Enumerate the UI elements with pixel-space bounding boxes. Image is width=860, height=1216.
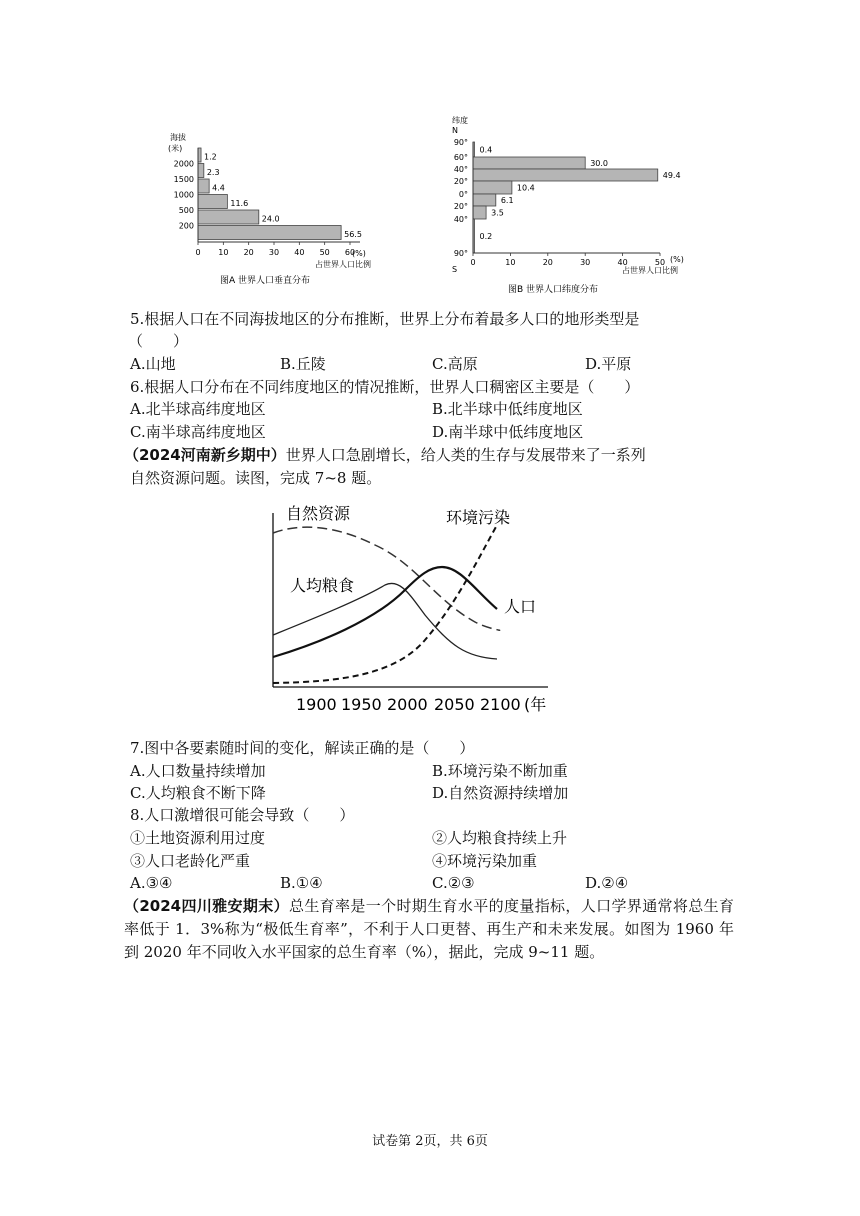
q7-stem: 7.图中各要素随时间的变化，解读正确的是（ ）: [130, 739, 475, 757]
figa-bar: [198, 195, 227, 209]
figb-north: N: [452, 126, 458, 135]
label-natural-resources: 自然资源: [286, 504, 351, 523]
resource-population-chart: [260, 495, 580, 720]
q8-stem: 8.人口激增很可能会导致（ ）: [130, 806, 355, 824]
figa-bar-label: 11.6: [230, 199, 249, 208]
intro-7-8-text1: 世界人口急剧增长，给人类的生存与发展带来了一系列: [285, 446, 646, 464]
figa-bar: [198, 226, 341, 240]
figb-xaxis-label: 占世界人口比例: [622, 266, 678, 275]
figb-bar-label: 10.4: [516, 183, 535, 193]
figb-bar-label: 49.4: [662, 171, 681, 180]
q5-option-d[interactable]: D.平原: [585, 355, 632, 373]
figa-xtick: 0: [195, 248, 201, 257]
figa-bar-label: 1.2: [204, 152, 217, 162]
figa-ytick: 200: [178, 221, 194, 231]
q8-option-d[interactable]: D.②④: [585, 874, 629, 892]
figa-caption: 图A 世界人口垂直分布: [220, 276, 311, 286]
figa-bar: [198, 210, 259, 224]
figb-xtick: 40: [617, 258, 628, 267]
q6-stem: 6.根据人口分布在不同纬度地区的情况推断，世界人口稠密区主要是（ ）: [130, 378, 640, 396]
figb-ytick: 20°: [453, 202, 468, 211]
figb-ylabel: 纬度: [452, 116, 468, 125]
figa-bar-label: 56.5: [344, 230, 362, 239]
q5-stem: 5.根据人口在不同海拔地区的分布推断，世界上分布着最多人口的地形类型是: [130, 310, 640, 328]
q8-option-b[interactable]: B.①④: [280, 874, 323, 892]
figb-ytick: 40°: [453, 165, 468, 174]
figb-bar-label: 0.4: [479, 145, 493, 155]
figb-bar: [473, 194, 496, 206]
q8-item-1: ①土地资源利用过度: [130, 829, 266, 847]
figb-xtick: 50: [654, 258, 666, 267]
figb-ytick: 20°: [453, 177, 468, 186]
q6-option-a[interactable]: A.北半球高纬度地区: [130, 400, 266, 418]
intro-7-8-source: （2024河南新乡期中）: [124, 446, 286, 464]
q7-option-b[interactable]: B.环境污染不断加重: [432, 762, 568, 780]
q8-item-2: ②人均粮食持续上升: [432, 829, 568, 847]
figa-ytick: 500: [178, 206, 194, 215]
intro-7-8-line2: 自然资源问题。读图，完成 7~8 题。: [130, 469, 382, 487]
figa-xtick: 60: [344, 248, 356, 257]
xtick-1900: 1900: [296, 695, 337, 714]
q6-option-d[interactable]: D.南半球中低纬度地区: [432, 423, 584, 441]
q8-item-3: ③人口老龄化严重: [130, 852, 251, 870]
figa-xtick: 50: [319, 248, 330, 257]
q6-option-b[interactable]: B.北半球中低纬度地区: [432, 400, 583, 418]
figa-bar-label: 4.4: [212, 183, 225, 193]
figa-bar-label: 24.0: [261, 214, 280, 224]
page-footer: 试卷第 2页，共 6页: [372, 1134, 488, 1149]
figb-ytick: 40°: [453, 215, 468, 224]
figb-bar-label: 0.2: [479, 232, 493, 241]
figb-xtick: 20: [542, 258, 553, 267]
q7-option-d[interactable]: D.自然资源持续增加: [432, 784, 569, 802]
label-food-per-capita: 人均粮食: [290, 576, 355, 595]
q5-option-b[interactable]: B.丘陵: [280, 355, 326, 373]
xunit-year: (年: [524, 695, 547, 714]
figa-bar-label: 2.3: [206, 168, 220, 177]
figure-a-chart: [160, 125, 390, 290]
figa-bar: [198, 179, 209, 193]
q8-option-a[interactable]: A.③④: [130, 874, 173, 892]
figa-ytick: 1500: [173, 175, 194, 184]
q5-paren: （ ）: [128, 332, 189, 350]
figb-caption: 图B 世界人口纬度分布: [508, 285, 599, 295]
figa-yunit: (米): [168, 144, 183, 153]
xtick-2000: 2000: [387, 695, 428, 714]
intro-9-11-source: （2024四川雅安期末）: [124, 897, 289, 915]
q5-option-a[interactable]: A.山地: [130, 355, 176, 373]
figb-xtick: 30: [580, 258, 591, 267]
label-population: 人口: [504, 597, 537, 616]
figure-b-chart: [448, 112, 698, 302]
figb-bar: [473, 181, 512, 194]
figa-ylabel: 海拔: [170, 133, 186, 142]
q8-item-4: ④环境污染加重: [432, 852, 538, 870]
figb-xtick: 0: [470, 258, 476, 267]
figb-bar-label: 6.1: [500, 196, 514, 205]
figb-bar: [473, 157, 585, 169]
q5-option-c[interactable]: C.高原: [432, 355, 478, 373]
xtick-2100: 2100: [480, 695, 521, 714]
q7-option-c[interactable]: C.人均粮食不断下降: [130, 784, 266, 802]
figb-ytick: 60°: [453, 153, 468, 162]
intro-9-11: [124, 895, 734, 964]
figa-xtick: 40: [294, 248, 305, 257]
xtick-2050: 2050: [434, 695, 475, 714]
figa-xunit: (%): [352, 249, 366, 258]
figb-bar-label: 3.5: [491, 208, 504, 218]
label-pollution: 环境污染: [446, 508, 511, 527]
q8-option-c[interactable]: C.②③: [432, 874, 475, 892]
q7-option-a[interactable]: A.人口数量持续增加: [130, 762, 266, 780]
figb-xunit: (%): [670, 255, 684, 264]
figa-xtick: 30: [268, 248, 280, 257]
figa-xtick: 20: [243, 248, 254, 257]
intro-9-11-text: 总生育率是一个时期生育水平的度量指标，人口学界通常将总生育率低于 1．3%称为“极低生育率”，不利于人口更替、再生产和未来发展。如图为 1960 年到 2020 年不同收入水平国家的总生育率（%），据此，完成 9~11 题。: [124, 897, 734, 961]
figa-xtick: 10: [218, 248, 229, 257]
figb-bar: [473, 206, 486, 219]
figb-ytick: 90°: [453, 138, 468, 147]
figa-bar: [198, 164, 204, 178]
figa-ytick: 2000: [173, 159, 194, 169]
figb-ytick: 0°: [458, 190, 468, 199]
q6-option-c[interactable]: C.南半球高纬度地区: [130, 423, 266, 441]
figb-south: S: [452, 265, 458, 274]
intro-7-8-line1: [124, 444, 646, 466]
figa-xaxis-label: 占世界人口比例: [315, 260, 371, 269]
figb-ytick: 90°: [453, 249, 468, 258]
figb-bar-label: 30.0: [590, 159, 609, 168]
figb-bar: [473, 169, 658, 181]
figa-ytick: 1000: [173, 190, 194, 200]
xtick-1950: 1950: [341, 695, 382, 714]
figb-xtick: 10: [505, 258, 516, 267]
series-pollution: [273, 525, 497, 683]
